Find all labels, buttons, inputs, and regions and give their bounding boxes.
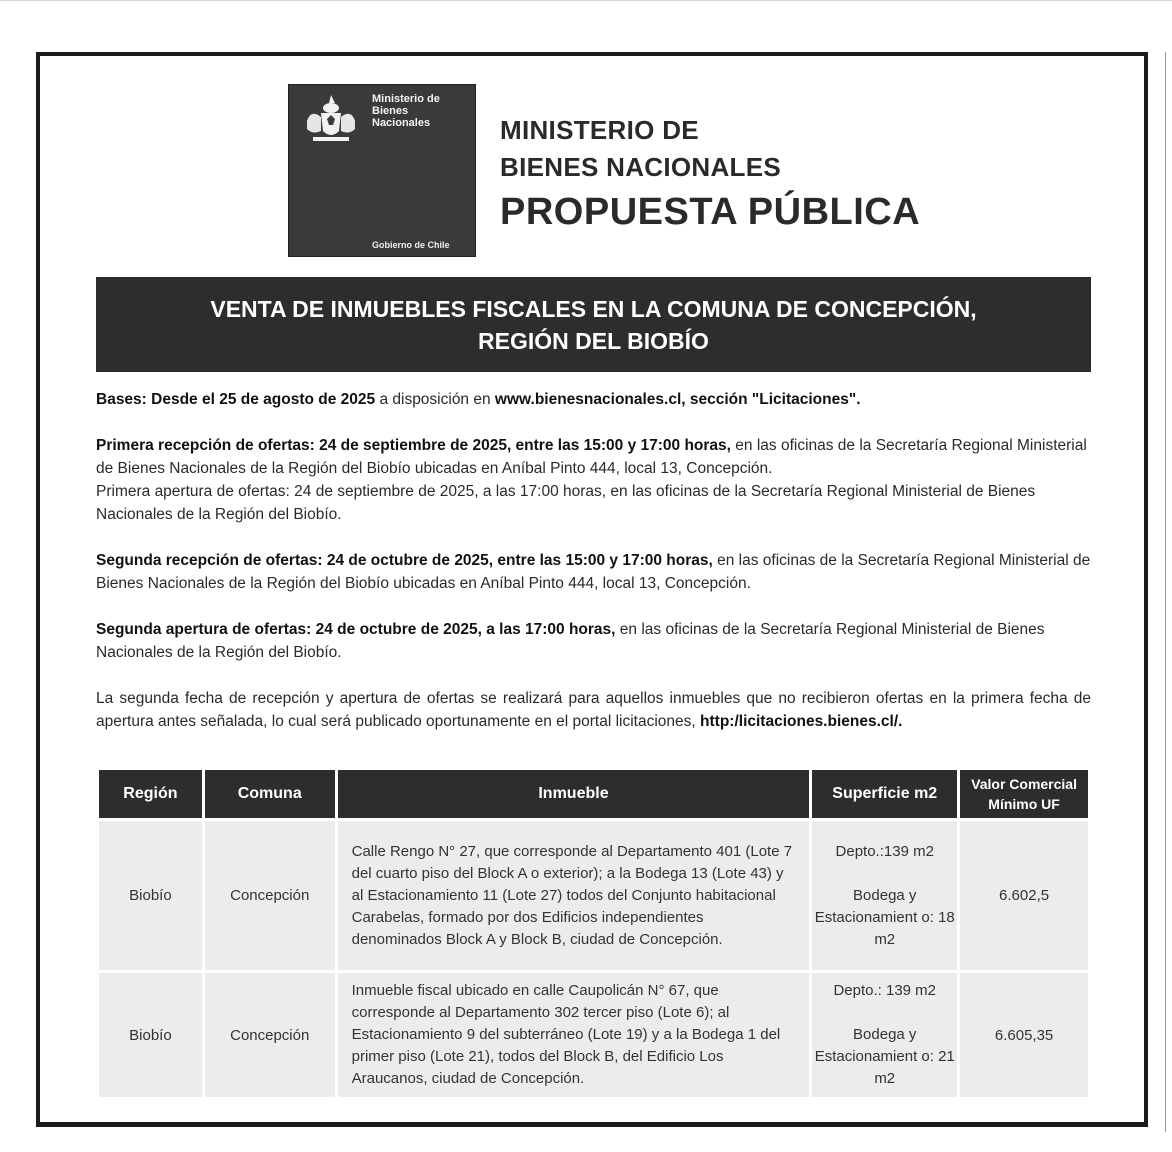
properties-table — [96, 770, 1091, 1097]
logo-line-1: Ministerio de — [372, 93, 440, 105]
header-comuna: Comuna — [205, 770, 335, 818]
cell-comuna: Concepción — [205, 818, 335, 970]
first-reception-bold: Primera recepción de ofertas: 24 de septiembre de 2025, entre las 15:00 y 17:00 horas, — [96, 437, 731, 454]
notice-frame — [36, 52, 1148, 1127]
superficie-depto: Depto.: 139 m2 — [833, 982, 937, 999]
coat-of-arms-icon — [299, 91, 363, 149]
logo-line-3: Nacionales — [372, 117, 431, 129]
second-opening-text: en las oficinas de la Secretaría Regional Ministerial de Bienes Nacionales de la Región del Biobío. — [96, 621, 1045, 661]
bases-bold: Bases: Desde el 25 de agosto de 2025 — [96, 391, 376, 408]
first-opening-text: Primera apertura de ofertas: 24 de septiembre de 2025, a las 17:00 horas, en las oficinas de la Secretaría Regional Ministerial de Bienes Nacionales de la Región del Biobío. — [96, 483, 1036, 523]
banner — [96, 277, 1091, 372]
top-rule — [0, 0, 1172, 1]
table-header-row — [99, 770, 1088, 818]
ministry-title-line-2: BIENES NACIONALES — [500, 152, 782, 182]
second-reception-bold: Segunda recepción de ofertas: 24 de octubre de 2025, entre las 15:00 y 17:00 horas, — [96, 552, 713, 569]
bases-text: a disposición en — [375, 391, 495, 408]
header-superficie: Superficie m2 — [812, 770, 957, 818]
second-opening-paragraph — [96, 618, 1091, 664]
header-titles — [500, 112, 920, 236]
table-row — [99, 818, 1088, 970]
licitaciones-link: http:/licitaciones.bienes.cl/. — [700, 713, 903, 730]
header-valor: Valor Comercial Mínimo UF — [960, 770, 1088, 818]
second-opening-bold: Segunda apertura de ofertas: 24 de octubre de 2025, a las 17:00 horas, — [96, 621, 616, 638]
cell-superficie — [812, 818, 957, 970]
cell-inmueble: Inmueble fiscal ubicado en calle Caupolicán N° 67, que corresponde al Departamento 302 tercer piso (Lote 6); al Estacionamiento 9 del subterráneo (Lote 19) y a la Bodega 1 del primer piso (Lote 21), todos del Block B, del Edificio Los Araucanos, ciudad de Concepción. — [338, 970, 810, 1097]
cell-valor: 6.602,5 — [960, 818, 1088, 970]
header-region: Región — [99, 770, 202, 818]
cell-inmueble: Calle Rengo N° 27, que corresponde al Departamento 401 (Lote 7 del cuarto piso del Block A o exterior); a la Bodega 13 (Lote 43) y al Estacionamiento 11 (Lote 27) todos del Conjunto habitacional Carabelas, formado por dos Edificios independientes denominados Block A y Block B, ciudad de Concepción. — [338, 818, 810, 970]
superficie-bodega: Bodega y Estacionamient o: 18 m2 — [814, 886, 955, 948]
cell-valor: 6.605,35 — [960, 970, 1088, 1097]
first-reception-paragraph — [96, 434, 1091, 526]
cell-region: Biobío — [99, 818, 202, 970]
cell-superficie — [812, 970, 957, 1097]
page-title: PROPUESTA PÚBLICA — [500, 191, 921, 233]
logo-text — [372, 93, 468, 129]
second-date-note-text: La segunda fecha de recepción y apertura de ofertas se realizará para aquellos inmuebles que no recibieron ofertas en la primera fecha de apertura antes señalada, lo cual será publicado oportunamente en el portal licitaciones, — [96, 690, 1091, 730]
cell-region: Biobío — [99, 970, 202, 1097]
table-row — [99, 970, 1088, 1097]
bases-paragraph — [96, 388, 1091, 411]
second-reception-paragraph — [96, 549, 1091, 595]
first-reception-text: en las oficinas de la Secretaría Regional Ministerial de Bienes Nacionales de la Región del Biobío ubicadas en Aníbal Pinto 444, local 13, Concepción. — [96, 437, 1087, 477]
superficie-depto: Depto.:139 m2 — [835, 842, 934, 860]
banner-line-1: VENTA DE INMUEBLES FISCALES EN LA COMUNA DE CONCEPCIÓN, — [210, 295, 977, 322]
banner-line-2: REGIÓN DEL BIOBÍO — [478, 327, 709, 354]
cell-comuna: Concepción — [205, 970, 335, 1097]
ministry-logo — [288, 84, 476, 257]
bases-url: www.bienesnacionales.cl, sección "Licitaciones". — [494, 391, 861, 408]
right-edge-rule — [1165, 52, 1166, 1132]
superficie-bodega: Bodega y Estacionamient o: 21 m2 — [814, 1026, 955, 1087]
second-reception-text: en las oficinas de la Secretaría Regional Ministerial de Bienes Nacionales de la Región del Biobío ubicadas en Aníbal Pinto 444, local 13, Concepción. — [96, 552, 1091, 592]
ministry-title-line-1: MINISTERIO DE — [500, 115, 699, 145]
second-date-note-paragraph — [96, 687, 1091, 733]
logo-footer: Gobierno de Chile — [372, 240, 450, 250]
header-inmueble: Inmueble — [338, 770, 810, 818]
logo-line-2: Bienes — [372, 105, 409, 117]
